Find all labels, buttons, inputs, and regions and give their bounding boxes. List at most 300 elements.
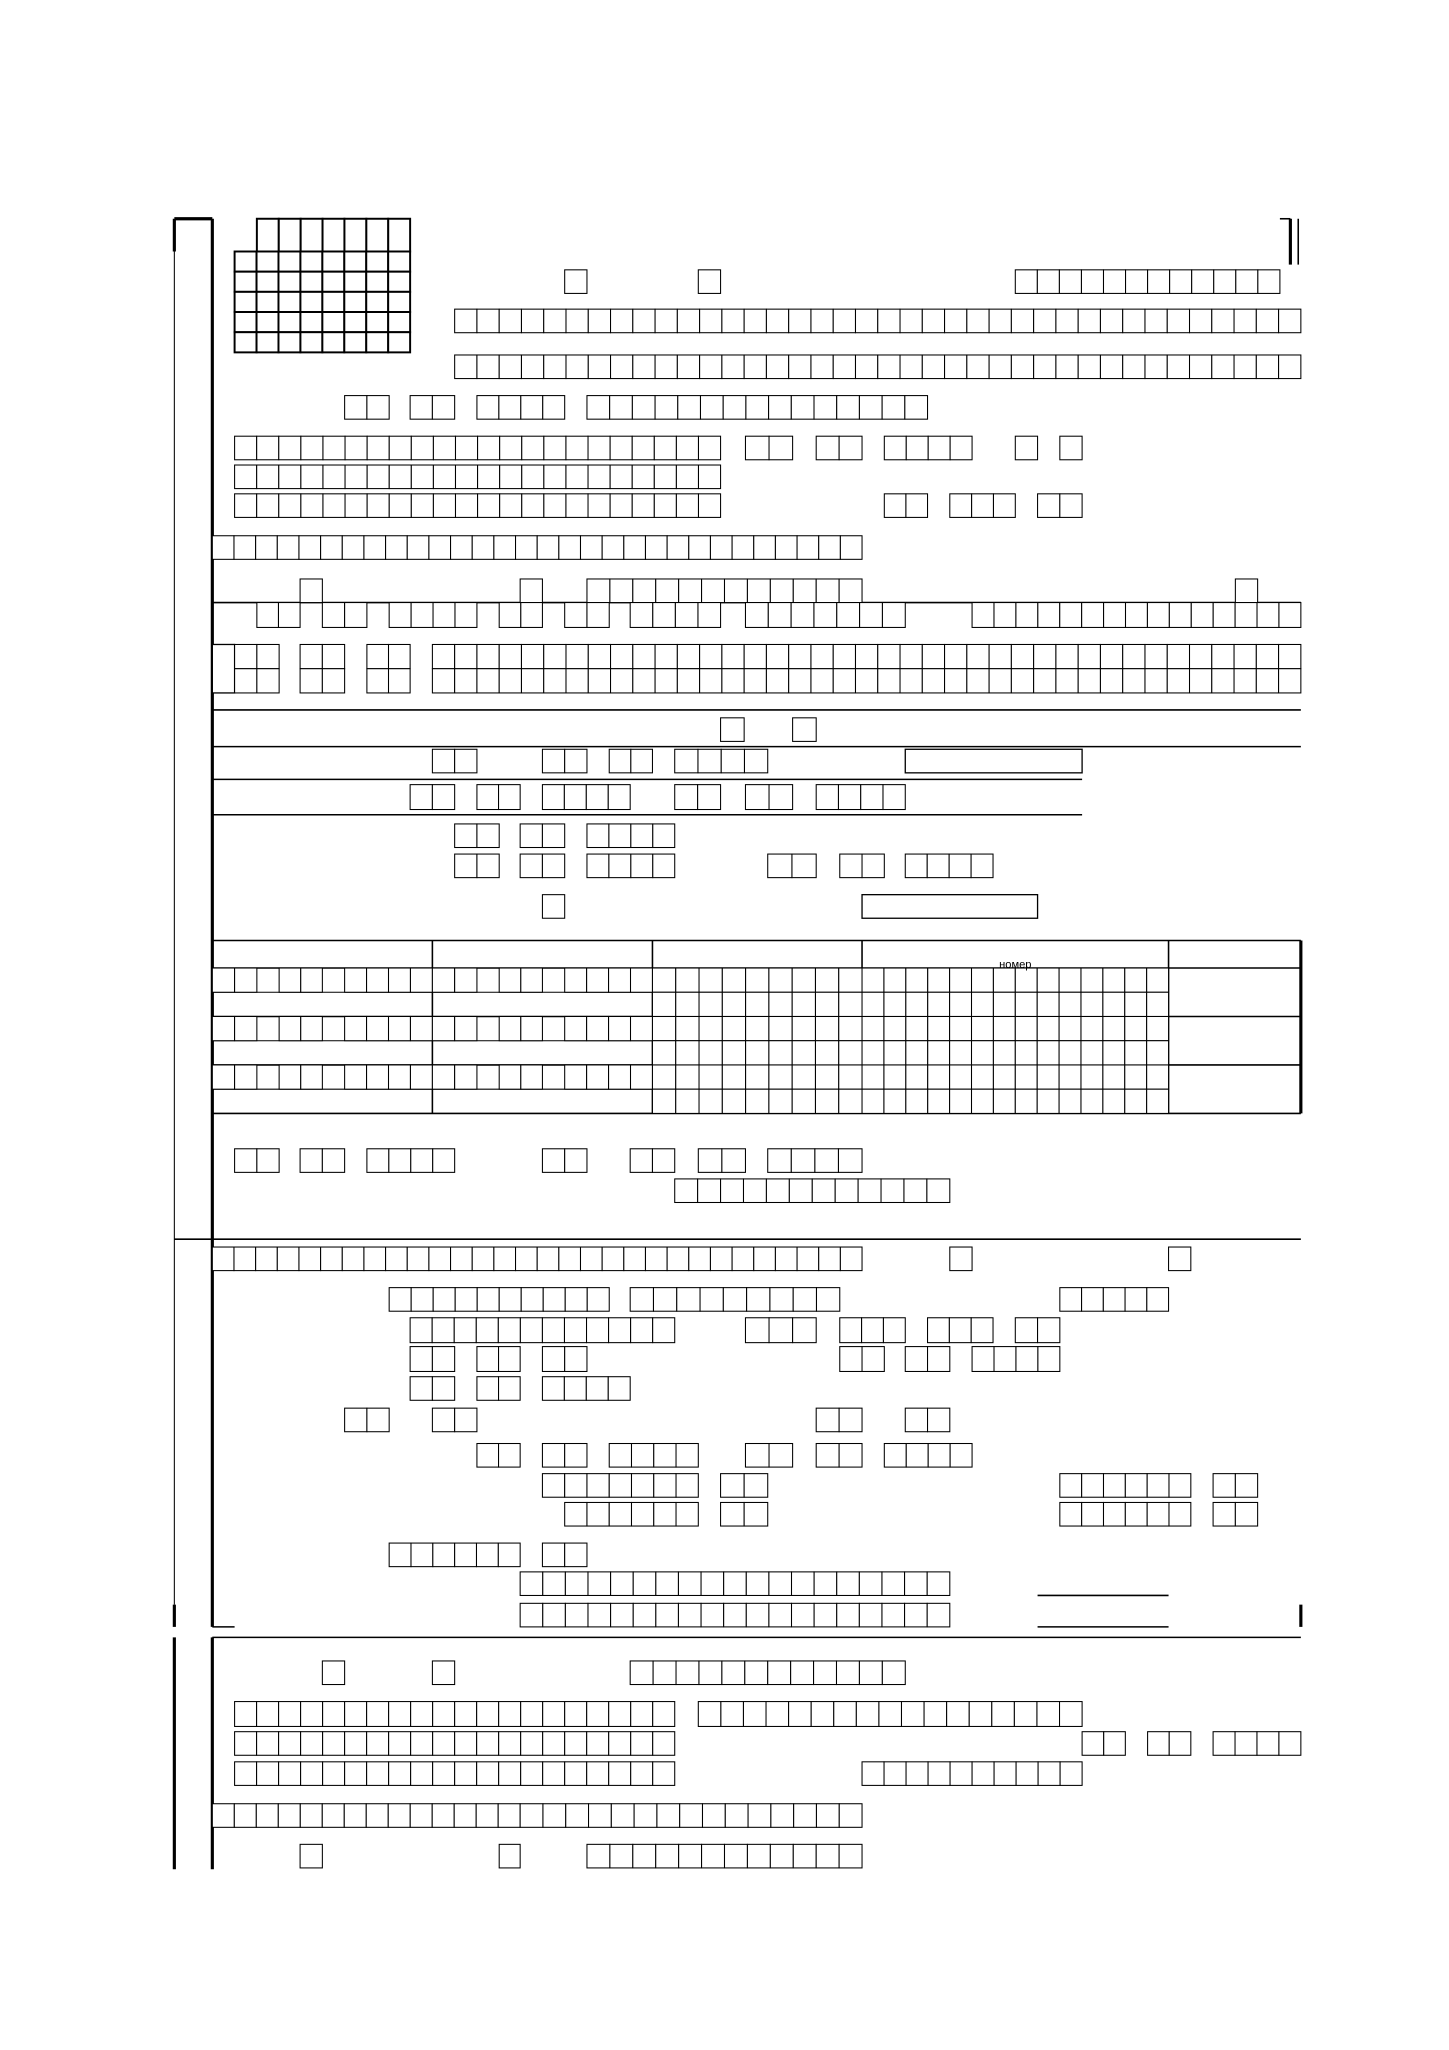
entry-cell (587, 1502, 609, 1526)
entry-cell (994, 1762, 1016, 1786)
entry-cell (565, 1444, 587, 1468)
entry-cell (543, 1572, 566, 1596)
entry-cell (499, 603, 521, 628)
entry-cell (836, 1661, 859, 1685)
cell-group (389, 1543, 520, 1567)
entry-cell (1256, 355, 1278, 379)
cell-group (345, 968, 433, 992)
cell-group (345, 1016, 433, 1040)
entry-cell (676, 436, 698, 460)
entry-cell (878, 355, 900, 379)
entry-cell (1038, 494, 1060, 518)
entry-cell (775, 1247, 797, 1271)
entry-cell (745, 785, 769, 810)
cell-group (235, 465, 721, 489)
entry-cell (766, 355, 788, 379)
entry-cell (301, 1702, 323, 1727)
entry-cell (700, 1288, 723, 1312)
entry-cell (972, 1762, 994, 1786)
entry-cell (544, 644, 566, 668)
entry-cell (654, 494, 676, 518)
entry-cell (499, 669, 521, 693)
entry-cell (676, 968, 699, 992)
entry-cell (698, 436, 720, 460)
cell-group (542, 785, 630, 810)
entry-cell (565, 1543, 587, 1567)
cell-group (675, 1179, 950, 1203)
entry-cell (747, 579, 770, 603)
cell-group (212, 1804, 520, 1828)
entry-cell (321, 536, 343, 560)
entry-cell (1235, 579, 1257, 603)
entry-cell (499, 355, 521, 379)
entry-cell (676, 465, 698, 489)
entry-cell (993, 1041, 1015, 1065)
entry-cell (366, 1804, 388, 1828)
entry-cell (816, 436, 839, 460)
entry-cell (745, 1444, 769, 1468)
entry-cell (770, 579, 793, 603)
entry-cell (1190, 309, 1212, 333)
entry-cell (565, 968, 587, 992)
cell-group (745, 1444, 792, 1468)
entry-cell (656, 1572, 679, 1596)
cell-group (565, 1502, 699, 1526)
entry-cell (839, 1041, 862, 1065)
cell-group (520, 579, 542, 603)
cell-group (257, 219, 410, 252)
cell-group (745, 1318, 816, 1343)
entry-cell (1169, 1247, 1191, 1271)
entry-cell (745, 436, 769, 460)
cell-group (1213, 1474, 1258, 1498)
entry-cell (789, 309, 811, 333)
entry-cell (1059, 1016, 1081, 1040)
entry-cell (700, 669, 722, 693)
entry-cell (455, 968, 477, 992)
entry-cell (609, 824, 631, 848)
entry-cell (928, 1347, 950, 1372)
entry-cell (610, 465, 632, 489)
cell-group (477, 1347, 520, 1372)
entry-cell (455, 749, 477, 773)
entry-cell (746, 1089, 769, 1113)
entry-cell (565, 1474, 587, 1498)
entry-cell (657, 1804, 680, 1828)
entry-cell (432, 1661, 454, 1685)
entry-cell (587, 1318, 609, 1343)
entry-cell (389, 603, 411, 628)
cell-group (1213, 1502, 1258, 1526)
cell-group (1038, 494, 1083, 518)
entry-cell (1125, 1041, 1147, 1065)
cell-group (816, 785, 905, 810)
entry-cell (565, 603, 587, 628)
entry-cell (432, 1408, 454, 1432)
entry-cell (345, 968, 367, 992)
cell-group (862, 1016, 1169, 1064)
entry-cell (969, 1702, 992, 1727)
entry-cell (1125, 968, 1147, 992)
entry-cell (746, 1016, 769, 1040)
entry-cell (928, 1444, 950, 1468)
entry-cell (1214, 270, 1236, 294)
entry-cell (433, 603, 455, 628)
entry-cell (754, 1247, 776, 1271)
entry-cell (235, 494, 257, 518)
entry-cell (677, 1288, 700, 1312)
entry-cell (677, 644, 699, 668)
entry-cell (676, 992, 699, 1016)
entry-cell (950, 1065, 972, 1089)
entry-cell (816, 1408, 839, 1432)
entry-cell (566, 355, 588, 379)
entry-cell (698, 270, 720, 294)
entry-cell (967, 355, 989, 379)
entry-cell (499, 1016, 521, 1040)
entry-cell (906, 1444, 928, 1468)
entry-cell (1011, 355, 1033, 379)
entry-cell (1167, 355, 1189, 379)
cell-group (520, 1804, 862, 1828)
entry-cell (366, 272, 388, 292)
entry-cell (212, 1804, 234, 1828)
entry-cell (1235, 1732, 1257, 1756)
entry-cell (1147, 1016, 1169, 1040)
entry-cell (432, 1065, 454, 1089)
entry-cell (588, 355, 610, 379)
entry-cell (882, 396, 905, 420)
entry-cell (300, 292, 322, 312)
entry-cell (477, 644, 499, 668)
entry-cell (1192, 270, 1214, 294)
entry-cell (344, 312, 366, 332)
entry-cell (882, 1661, 905, 1685)
entry-cell (789, 355, 811, 379)
entry-cell (744, 644, 766, 668)
entry-cell (1078, 355, 1100, 379)
cell-group (565, 603, 610, 628)
entry-cell (967, 669, 989, 693)
cell-group (905, 1408, 950, 1432)
entry-cell (478, 465, 500, 489)
entry-cell (477, 1377, 499, 1401)
entry-cell (1060, 1502, 1082, 1526)
entry-cell (815, 1065, 838, 1089)
entry-cell (564, 1318, 586, 1343)
entry-cell (884, 1065, 906, 1089)
entry-cell (677, 669, 699, 693)
entry-cell (630, 1661, 653, 1685)
entry-cell (769, 1603, 792, 1627)
entry-cell (789, 669, 811, 693)
entry-cell (722, 1149, 746, 1173)
entry-cell (792, 1041, 815, 1065)
entry-cell (322, 644, 344, 668)
entry-cell (793, 579, 816, 603)
entry-cell (610, 1844, 633, 1868)
cell-group (520, 854, 565, 878)
entry-cell (1103, 1288, 1125, 1312)
cell-group (235, 1762, 675, 1786)
entry-cell (542, 895, 564, 919)
entry-cell (748, 1804, 771, 1828)
entry-cell (1037, 270, 1059, 294)
entry-cell (945, 309, 967, 333)
entry-cell (906, 1016, 928, 1040)
entry-cell (389, 1762, 411, 1786)
entry-cell (811, 669, 833, 693)
entry-cell (609, 1318, 631, 1343)
entry-cell (542, 824, 564, 848)
entry-cell (543, 1762, 565, 1786)
entry-cell (587, 579, 610, 603)
entry-cell (655, 309, 677, 333)
entry-cell (680, 1804, 703, 1828)
cell-group (432, 644, 1300, 692)
entry-cell (679, 579, 702, 603)
cell-group (905, 1347, 950, 1372)
entry-cell (856, 1702, 879, 1727)
entry-cell (950, 1041, 972, 1065)
entry-cell (323, 494, 345, 518)
cell-group (212, 536, 862, 560)
entry-cell (566, 309, 588, 333)
entry-cell (478, 436, 500, 460)
cell-group (972, 1347, 1060, 1372)
cell-group (675, 749, 768, 773)
entry-cell (633, 309, 655, 333)
entry-cell (1147, 1065, 1169, 1089)
entry-cell (235, 669, 257, 693)
entry-cell (837, 1572, 860, 1596)
entry-cell (839, 1408, 862, 1432)
entry-cell (667, 1247, 689, 1271)
entry-cell (743, 1179, 766, 1203)
cell-group (587, 396, 928, 420)
entry-cell (455, 1288, 477, 1312)
entry-cell (1103, 270, 1125, 294)
cell-group (432, 1065, 477, 1089)
entry-cell (257, 1702, 279, 1727)
cell-group (455, 355, 1301, 379)
entry-cell (746, 968, 769, 992)
entry-cell (676, 1065, 699, 1089)
entry-cell (257, 272, 279, 292)
entry-cell (477, 1444, 499, 1468)
cell-group (1015, 270, 1280, 294)
entry-cell (1081, 1041, 1103, 1065)
entry-cell (1103, 1041, 1125, 1065)
entry-cell (1145, 355, 1167, 379)
entry-cell (653, 1732, 675, 1756)
entry-cell (927, 1572, 950, 1596)
entry-cell (367, 1702, 389, 1727)
entry-cell (476, 1543, 498, 1567)
entry-cell (499, 785, 521, 810)
entry-cell (678, 1572, 701, 1596)
entry-cell (455, 603, 477, 628)
entry-cell (1169, 603, 1191, 628)
entry-cell (345, 465, 367, 489)
cell-group (816, 1444, 862, 1468)
entry-cell (499, 1844, 520, 1868)
cell-group (745, 785, 792, 810)
entry-cell (882, 1572, 905, 1596)
entry-cell (768, 1149, 792, 1173)
entry-cell (862, 1347, 884, 1372)
entry-cell (586, 1377, 608, 1401)
entry-cell (389, 669, 411, 693)
entry-cell (520, 579, 542, 603)
entry-cell (521, 669, 543, 693)
entry-cell (235, 1016, 257, 1040)
entry-cell (631, 1318, 653, 1343)
entry-cell (389, 968, 411, 992)
cell-group (630, 603, 720, 628)
entry-cell (388, 252, 410, 272)
entry-cell (884, 1041, 906, 1065)
entry-cell (1015, 992, 1037, 1016)
cell-group (367, 1149, 455, 1173)
entry-cell (587, 1844, 610, 1868)
entry-cell (542, 1474, 564, 1498)
form-cells (212, 219, 1301, 1868)
entry-cell (884, 968, 906, 992)
entry-cell (410, 1318, 432, 1343)
entry-cell (972, 603, 994, 628)
entry-cell (746, 396, 769, 420)
entry-cell (994, 603, 1016, 628)
entry-cell (792, 1603, 815, 1627)
cell-group (698, 270, 720, 294)
entry-cell (1145, 644, 1167, 668)
entry-cell (816, 1288, 839, 1312)
entry-cell (775, 536, 797, 560)
entry-cell (1056, 309, 1078, 333)
entry-cell (766, 309, 788, 333)
entry-cell (675, 785, 698, 810)
entry-cell (768, 603, 791, 628)
entry-cell (344, 272, 366, 292)
entry-cell (950, 968, 972, 992)
entry-cell (972, 968, 994, 992)
entry-cell (676, 1041, 699, 1065)
entry-cell (1037, 1702, 1060, 1727)
entry-cell (653, 1762, 675, 1786)
entry-cell (1081, 1065, 1103, 1089)
entry-cell (588, 494, 610, 518)
entry-cell (454, 1318, 476, 1343)
entry-cell (698, 603, 721, 628)
entry-cell (389, 644, 411, 668)
entry-cell (543, 1288, 565, 1312)
entry-cell (257, 1762, 279, 1786)
entry-cell (884, 1444, 906, 1468)
entry-cell (906, 1065, 928, 1089)
entry-cell (1081, 968, 1103, 992)
cell-group (698, 1702, 1082, 1727)
entry-cell (367, 1065, 389, 1089)
entry-cell (477, 854, 499, 878)
entry-cell (522, 494, 544, 518)
entry-cell (386, 536, 408, 560)
entry-cell (300, 1844, 322, 1868)
entry-cell (791, 1661, 814, 1685)
entry-cell (212, 968, 234, 992)
entry-cell (476, 1804, 498, 1828)
cell-group (279, 1065, 322, 1089)
entry-cell (477, 824, 499, 848)
entry-cell (721, 1502, 745, 1526)
entry-cell (1082, 1288, 1104, 1312)
cell-group (884, 1444, 972, 1468)
entry-cell (1148, 1732, 1170, 1756)
entry-cell (862, 1089, 884, 1113)
cell-group (410, 1318, 675, 1343)
cell-group (816, 1408, 862, 1432)
entry-cell (950, 1444, 972, 1468)
entry-cell (699, 992, 722, 1016)
entry-cell (653, 1288, 676, 1312)
entry-cell (367, 396, 389, 420)
entry-cell (323, 219, 345, 252)
entry-cell (794, 1804, 817, 1828)
entry-cell (521, 1065, 543, 1089)
entry-cell (1034, 355, 1056, 379)
cell-group (884, 494, 927, 518)
entry-cell (1145, 669, 1167, 693)
entry-cell (602, 536, 624, 560)
entry-cell (1256, 644, 1278, 668)
entry-cell (389, 436, 411, 460)
entry-cell (345, 603, 367, 628)
entry-cell (455, 854, 477, 878)
entry-cell (1081, 270, 1103, 294)
entry-cell (1279, 1732, 1301, 1756)
entry-cell (432, 785, 454, 810)
entry-cell (299, 536, 321, 560)
entry-cell (542, 1444, 564, 1468)
entry-cell (407, 1247, 429, 1271)
entry-cell (609, 968, 631, 992)
cell-group (345, 1408, 390, 1432)
entry-cell (905, 1572, 928, 1596)
entry-cell (652, 968, 675, 992)
entry-cell (433, 1702, 455, 1727)
cell-group (432, 749, 477, 773)
entry-cell (1081, 992, 1103, 1016)
entry-cell (277, 1247, 299, 1271)
entry-cell (520, 1804, 543, 1828)
entry-cell (322, 312, 344, 332)
entry-cell (839, 579, 862, 603)
cell-group (322, 603, 367, 628)
entry-cell (746, 1041, 769, 1065)
entry-cell (520, 1603, 543, 1627)
cell-group (542, 1474, 698, 1498)
entry-cell (521, 1702, 543, 1727)
entry-cell (1213, 1474, 1235, 1498)
entry-cell (256, 536, 278, 560)
entry-cell (1103, 1016, 1125, 1040)
entry-cell (905, 1408, 927, 1432)
cell-group (972, 603, 1301, 628)
entry-cell (1257, 603, 1279, 628)
entry-cell (477, 669, 499, 693)
entry-cell (747, 1844, 770, 1868)
entry-cell (433, 1762, 455, 1786)
